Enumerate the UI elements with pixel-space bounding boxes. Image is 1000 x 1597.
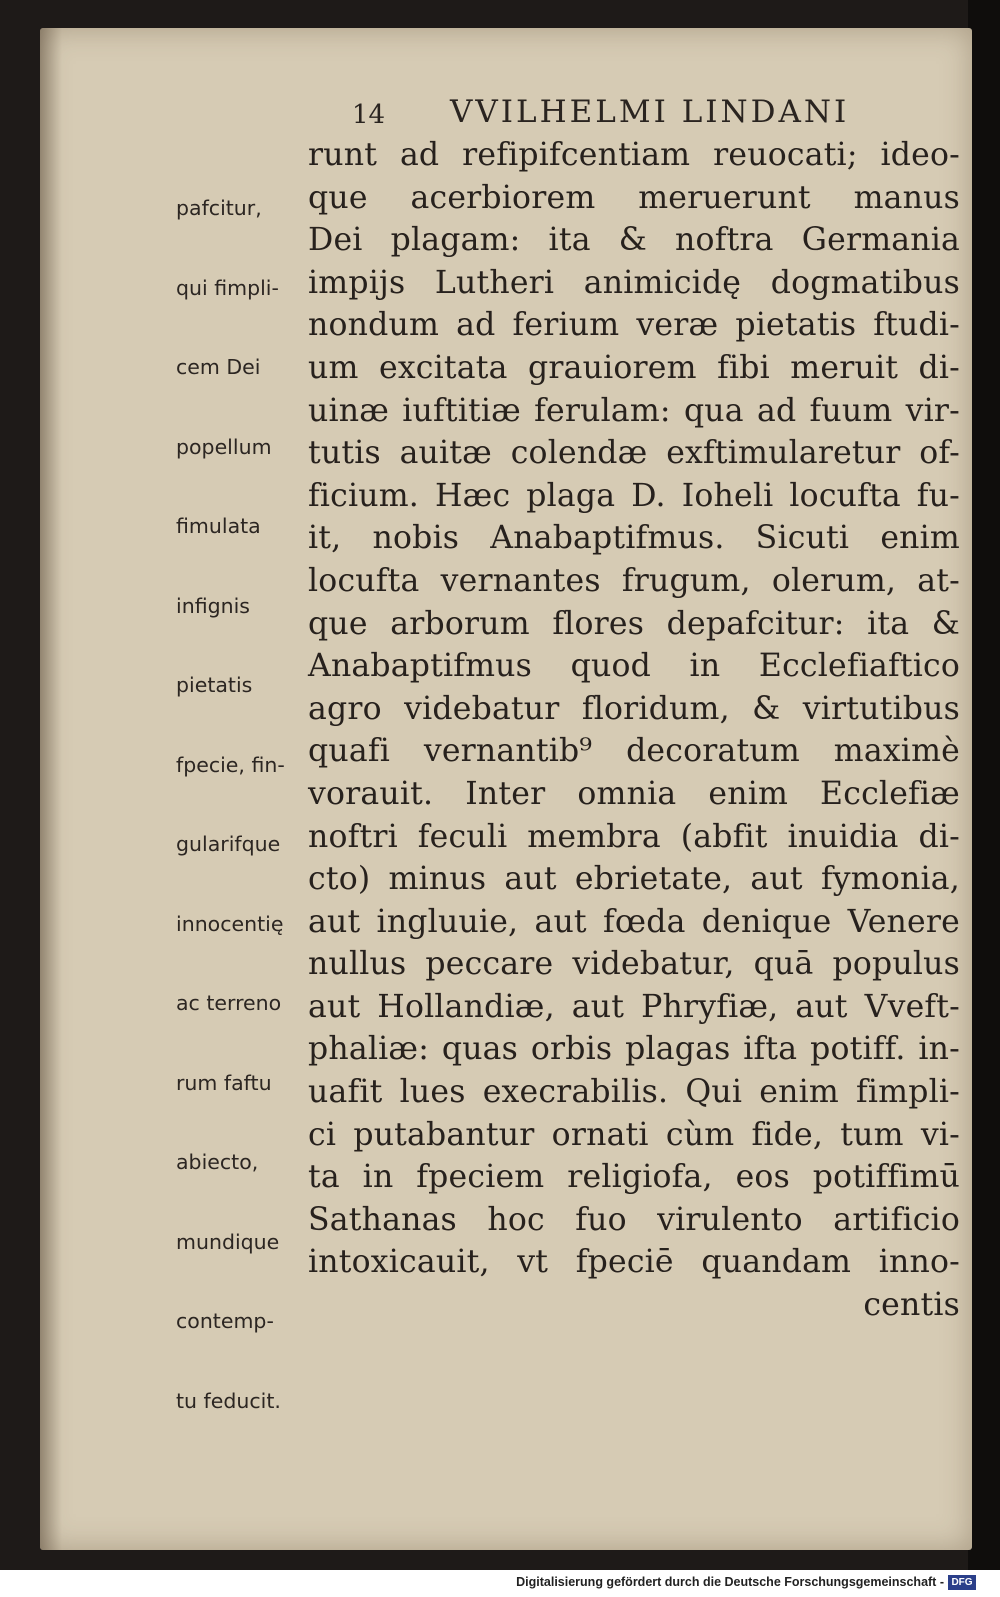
- marginal-note-line: gularifque: [176, 832, 281, 856]
- text-line: uinæ iuftitiæ ferulam: qua ad fuum vir-: [308, 392, 960, 429]
- marginal-note-line: popellum: [176, 434, 272, 459]
- marginal-note-line: infignis: [176, 593, 250, 618]
- main-text-block: [308, 134, 960, 1327]
- marginal-note-line: fpecie, fin-: [176, 752, 285, 777]
- marginal-note-line: pietatis: [176, 673, 253, 697]
- marginal-note-line: contemp-: [176, 1309, 274, 1333]
- text-line: aut ingluuie, aut fœda denique Venere: [308, 903, 960, 940]
- text-line: phaliæ: quas orbis plagas ifta potiff. in-: [308, 1031, 960, 1068]
- marginal-note-line: mundique: [176, 1229, 280, 1254]
- text-line: Sathanas hoc fuo virulento artificio: [308, 1201, 960, 1238]
- text-line: agro videbatur floridum, & virtutibus: [308, 690, 960, 727]
- text-line: nullus peccare videbatur, quā populus: [308, 946, 960, 983]
- funding-credit: Digitalisierung gefördert durch die Deutsche Forschungsgemeinschaft -: [516, 1575, 944, 1589]
- text-line: quafi vernantib⁹ decoratum maximè: [308, 733, 960, 770]
- book-cover-edge: [968, 0, 1000, 1570]
- text-line: tutis auitæ colendæ exftimularetur of-: [308, 435, 960, 472]
- text-line: intoxicauit, vt fpeciē quandam inno-: [308, 1244, 960, 1281]
- text-line: ficium. Hæc plaga D. Ioheli locufta fu-: [308, 477, 960, 514]
- running-head: VVILHELMI LINDANI: [450, 94, 850, 130]
- text-line: it, nobis Anabaptifmus. Sicuti enim: [308, 520, 960, 557]
- marginal-note-line: fimulata: [176, 514, 261, 538]
- text-line: um excitata grauiorem fibi meruit di-: [308, 349, 960, 386]
- text-line: que arborum flores depafcitur: ita &: [308, 605, 960, 642]
- marginal-note-line: tu feducit.: [176, 1388, 281, 1413]
- text-line: ta in fpeciem religiofa, eos potiffimū: [308, 1159, 960, 1196]
- text-line: nondum ad ferium veræ pietatis ftudi-: [308, 307, 960, 344]
- text-line: impijs Lutheri animicidę dogmatibus: [308, 264, 960, 301]
- text-line: que acerbiorem meruerunt manus: [308, 179, 960, 216]
- text-line: locufta vernantes frugum, olerum, at-: [308, 562, 960, 599]
- text-line: noftri feculi membra (abfit inuidia di-: [308, 818, 960, 855]
- text-line: aut Hollandiæ, aut Phryfiæ, aut Vveft-: [308, 988, 960, 1025]
- text-line: vorauit. Inter omnia enim Ecclefiæ: [308, 775, 960, 812]
- text-line: Anabaptifmus quod in Ecclefiaftico: [308, 648, 960, 685]
- marginal-note-line: innocentię: [176, 911, 284, 936]
- marginal-note-line: pafcitur,: [176, 196, 262, 220]
- text-line: cto) minus aut ebrietate, aut fymonia,: [308, 861, 960, 898]
- text-line: runt ad refipifcentiam reuocati; ideo-: [308, 137, 960, 173]
- footer-bar: [0, 1570, 1000, 1597]
- marginal-note-line: ac terreno: [176, 991, 282, 1015]
- page-gutter-shadow: [40, 28, 62, 1550]
- text-line: Dei plagam: ita & noftra Germania: [308, 222, 960, 259]
- marginal-note: [176, 142, 316, 1441]
- marginal-note-line: abiecto,: [176, 1150, 259, 1174]
- text-line: ci putabantur ornati cùm fide, tum vi-: [308, 1116, 960, 1153]
- dfg-logo: DFG: [948, 1575, 976, 1590]
- page-number: 14: [352, 100, 386, 130]
- marginal-note-line: qui fimpli-: [176, 275, 279, 300]
- marginal-note-line: rum faftu: [176, 1070, 272, 1095]
- catchword: centis: [863, 1287, 960, 1324]
- text-line: uafit lues execrabilis. Qui enim fimpli-: [308, 1074, 960, 1111]
- marginal-note-line: cem Dei: [176, 355, 261, 379]
- page-header: [0, 94, 1000, 134]
